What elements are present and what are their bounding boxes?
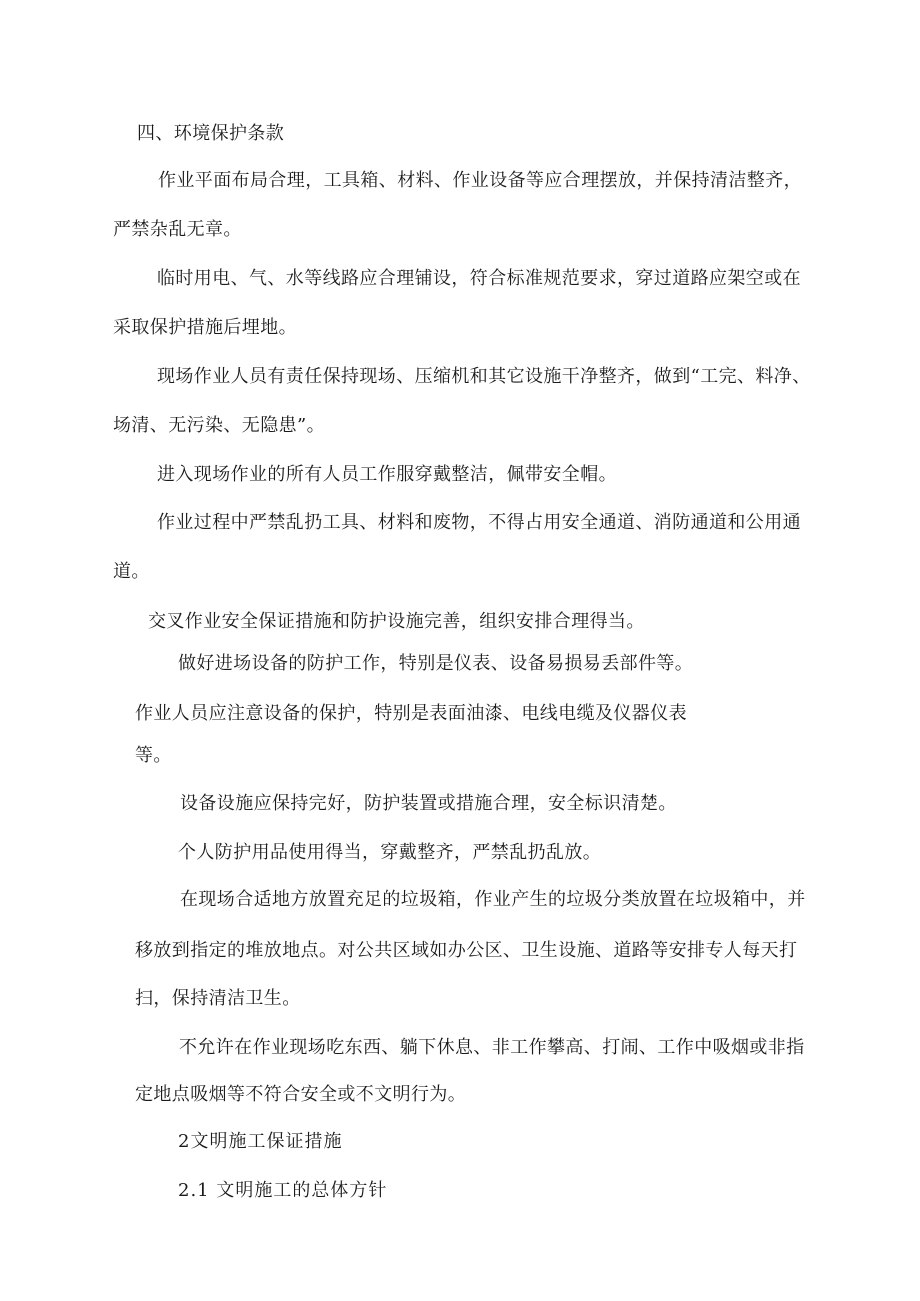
paragraph-temporary-lines-line-1: 临时用电、气、水等线路应合理铺设，符合标准规范要求，穿过道路应架空或在 xyxy=(157,268,801,289)
paragraph-garbage-line-3: 扫，保持清洁卫生。 xyxy=(135,988,301,1009)
section-heading-civilized-construction: 2文明施工保证措施 xyxy=(178,1131,343,1152)
paragraph-facilities-intact: 设备设施应保持完好，防护装置或措施合理，安全标识清楚。 xyxy=(180,793,677,814)
paragraph-ppe: 个人防护用品使用得当，穿戴整齐，严禁乱扔乱放。 xyxy=(178,842,602,863)
paragraph-garbage-line-1: 在现场合适地方放置充足的垃圾箱，作业产生的垃圾分类放置在垃圾箱中，并 xyxy=(180,889,806,910)
paragraph-temporary-lines-line-2: 采取保护措施后埋地。 xyxy=(113,317,297,338)
paragraph-prohibited-behaviour-line-1: 不允许在作业现场吃东西、躺下休息、非工作攀高、打闹、工作中吸烟或非指 xyxy=(179,1037,805,1058)
subsection-heading-general-policy: 2.1 文明施工的总体方针 xyxy=(178,1180,388,1201)
paragraph-cross-operation: 交叉作业安全保证措施和防护设施完善，组织安排合理得当。 xyxy=(148,611,645,632)
paragraph-workwear: 进入现场作业的所有人员工作服穿戴整洁，佩带安全帽。 xyxy=(157,464,617,485)
paragraph-equipment-protection: 做好进场设备的防护工作，特别是仪表、设备易损易丢部件等。 xyxy=(178,653,694,674)
paragraph-site-cleanliness-line-2: 场清、无污染、无隐患”。 xyxy=(113,415,326,436)
paragraph-garbage-line-2: 移放到指定的堆放地点。对公共区域如办公区、卫生设施、道路等安排专人每天打 xyxy=(135,940,798,961)
paragraph-site-cleanliness-line-1: 现场作业人员有责任保持现场、压缩机和其它设施干净整齐，做到“工完、料净、 xyxy=(157,366,811,387)
paragraph-no-littering-line-1: 作业过程中严禁乱扔工具、材料和废物，不得占用安全通道、消防通道和公用通 xyxy=(157,512,801,533)
paragraph-layout-line-1: 作业平面布局合理，工具箱、材料、作业设备等应合理摆放，并保持清洁整齐， xyxy=(158,170,802,191)
paragraph-no-littering-line-2: 道。 xyxy=(113,561,150,582)
section-heading-environmental-protection: 四、环境保护条款 xyxy=(137,123,285,144)
paragraph-operator-care-line-1: 作业人员应注意设备的保护，特别是表面油漆、电线电缆及仪器仪表 xyxy=(135,703,687,724)
paragraph-operator-care-line-2: 等。 xyxy=(135,745,172,766)
paragraph-layout-line-2: 严禁杂乱无章。 xyxy=(113,219,242,240)
paragraph-prohibited-behaviour-line-2: 定地点吸烟等不符合安全或不文明行为。 xyxy=(135,1084,467,1105)
